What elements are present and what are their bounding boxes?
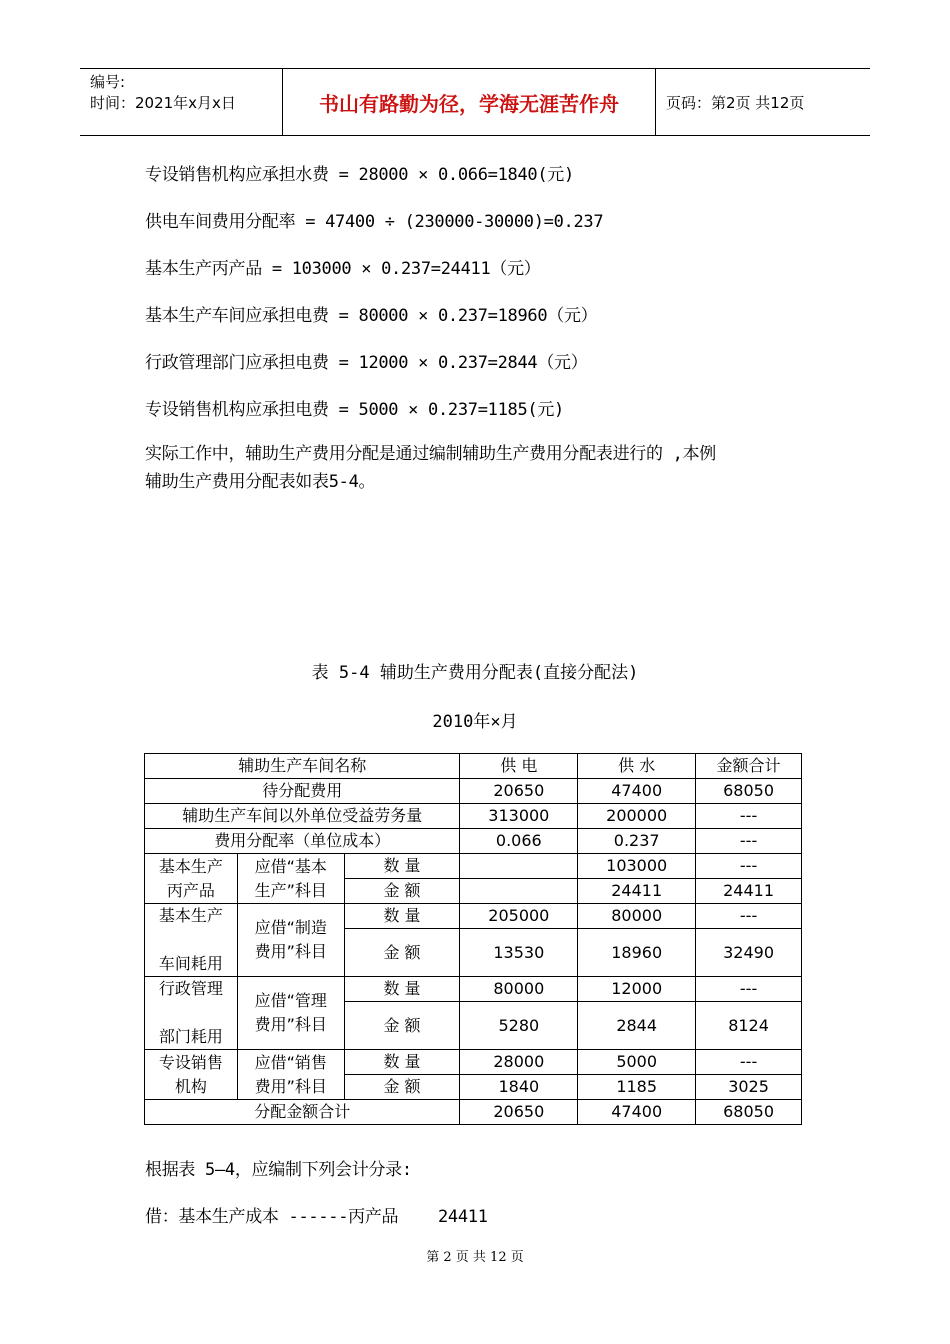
table-cell: 68050 (696, 1100, 802, 1125)
debit-line: 费用”科目 (254, 1015, 327, 1034)
table-cell: 13530 (460, 929, 578, 977)
table-cell: 313000 (460, 804, 578, 829)
table-cell: 5280 (460, 1002, 578, 1050)
table-cell: 20650 (460, 779, 578, 804)
header-meta (80, 69, 283, 135)
table-cell: --- (696, 1050, 802, 1075)
table-cell: --- (696, 977, 802, 1002)
calc-line-admin-power: 行政管理部门应承担电费 = 12000 × 0.237=2844（元） (145, 353, 588, 373)
number-label: 编号: (90, 73, 126, 91)
calc-line-power-rate: 供电车间费用分配率 = 47400 ÷ (230000-30000)=0.237 (145, 212, 604, 232)
allocation-table (144, 753, 802, 1125)
table-cell: 1840 (460, 1075, 578, 1100)
debit-line: 应借“基本 (254, 856, 327, 876)
table-title: 表 5-4 辅助生产费用分配表(直接分配法) (311, 663, 639, 683)
table-total-row (145, 1100, 802, 1125)
qty-label: 数 量 (344, 977, 460, 1002)
table-cell: 80000 (578, 904, 696, 929)
table-cell: 32490 (696, 929, 802, 977)
table-cell: 28000 (460, 1050, 578, 1075)
table-cell: 24411 (578, 879, 696, 904)
debit-account-cell (237, 904, 344, 977)
group-name-line: 基本生产 (158, 856, 223, 876)
group-name-line: 部门耗用 (158, 1027, 223, 1046)
row-label: 待分配费用 (145, 779, 460, 804)
table-row (145, 829, 802, 854)
time-label: 时间：2021年x月x日 (90, 94, 236, 112)
journal-entry: 借：基本生产成本 ------丙产品 24411 (145, 1207, 488, 1227)
qty-label: 数 量 (344, 904, 460, 929)
debit-line: 应借“管理 (254, 991, 327, 1010)
table-cell: 0.237 (578, 829, 696, 854)
table-cell: --- (696, 904, 802, 929)
group-name-line: 车间耗用 (158, 954, 223, 973)
table-cell: 2844 (578, 1002, 696, 1050)
amt-label: 金 额 (344, 879, 460, 904)
calc-line-sales-power: 专设销售机构应承担电费 = 5000 × 0.237=1185(元) (145, 400, 564, 420)
amt-label: 金 额 (344, 929, 460, 977)
group-name-line: 基本生产 (158, 906, 223, 925)
group-name-cell (145, 904, 238, 977)
table-cell: 1185 (578, 1075, 696, 1100)
table-cell (460, 879, 578, 904)
table-cell: 47400 (578, 779, 696, 804)
table-cell: --- (696, 829, 802, 854)
debit-account-cell (237, 1050, 344, 1100)
table-cell (460, 854, 578, 879)
table-cell: 103000 (578, 854, 696, 879)
table-cell: 12000 (578, 977, 696, 1002)
table-cell: 5000 (578, 1050, 696, 1075)
qty-label: 数 量 (344, 1050, 460, 1075)
amt-label: 金 额 (344, 1002, 460, 1050)
intro-paragraph (145, 440, 815, 496)
header-motto: 书山有路勤为径，学海无涯苦作舟 (283, 69, 656, 135)
group-name-line: 机构 (174, 1076, 207, 1096)
after-table-text: 根据表 5—4，应编制下列会计分录: (145, 1160, 412, 1180)
row-label: 费用分配率（单位成本） (145, 829, 460, 854)
table-row (145, 854, 802, 879)
table-cell: 200000 (578, 804, 696, 829)
header-cell: 辅助生产车间名称 (145, 754, 460, 779)
table-cell: 68050 (696, 779, 802, 804)
table-header-row (145, 754, 802, 779)
table-cell: 20650 (460, 1100, 578, 1125)
table-cell: 8124 (696, 1002, 802, 1050)
group-name-cell (145, 854, 238, 904)
header-cell: 供 水 (578, 754, 696, 779)
table-cell: --- (696, 854, 802, 879)
header-page-info: 页码：第2页 共12页 (666, 93, 805, 112)
debit-line: 生产”科目 (254, 880, 327, 900)
table-cell: 205000 (460, 904, 578, 929)
table-cell: 0.066 (460, 829, 578, 854)
debit-line: 应借“制造 (254, 918, 327, 937)
table-cell: 18960 (578, 929, 696, 977)
table-row (145, 977, 802, 1002)
amt-label: 金 额 (344, 1075, 460, 1100)
table-row (145, 904, 802, 929)
table-cell: 47400 (578, 1100, 696, 1125)
row-label: 分配金额合计 (145, 1100, 460, 1125)
page-header (80, 68, 870, 136)
table-row (145, 779, 802, 804)
debit-line: 费用”科目 (254, 942, 327, 961)
calc-line-workshop-power: 基本生产车间应承担电费 = 80000 × 0.237=18960（元） (145, 306, 598, 326)
group-name-cell (145, 1050, 238, 1100)
debit-line: 应借“销售 (254, 1052, 327, 1072)
paragraph-line: 辅助生产费用分配表如表5-4。 (145, 472, 376, 492)
debit-account-cell (237, 977, 344, 1050)
table-row (145, 804, 802, 829)
table-date: 2010年×月 (432, 712, 518, 732)
calc-line-water-sales: 专设销售机构应承担水费 = 28000 × 0.066=1840(元) (145, 165, 574, 185)
table-cell: 80000 (460, 977, 578, 1002)
debit-line: 费用”科目 (254, 1076, 327, 1096)
group-name-line: 行政管理 (158, 979, 223, 998)
table-cell: --- (696, 804, 802, 829)
table-cell: 3025 (696, 1075, 802, 1100)
table-row (145, 1050, 802, 1075)
group-name-cell (145, 977, 238, 1050)
debit-account-cell (237, 854, 344, 904)
calc-line-product-c: 基本生产丙产品 = 103000 × 0.237=24411（元） (145, 259, 541, 279)
table-cell: 24411 (696, 879, 802, 904)
page-footer: 第 2 页 共 12 页 (426, 1250, 524, 1265)
header-cell: 金额合计 (696, 754, 802, 779)
paragraph-line: 实际工作中，辅助生产费用分配是通过编制辅助生产费用分配表进行的 ,本例 (145, 444, 716, 464)
group-name-line: 专设销售 (158, 1052, 223, 1072)
qty-label: 数 量 (344, 854, 460, 879)
header-cell: 供 电 (460, 754, 578, 779)
group-name-line: 丙产品 (166, 880, 215, 900)
row-label: 辅助生产车间以外单位受益劳务量 (145, 804, 460, 829)
